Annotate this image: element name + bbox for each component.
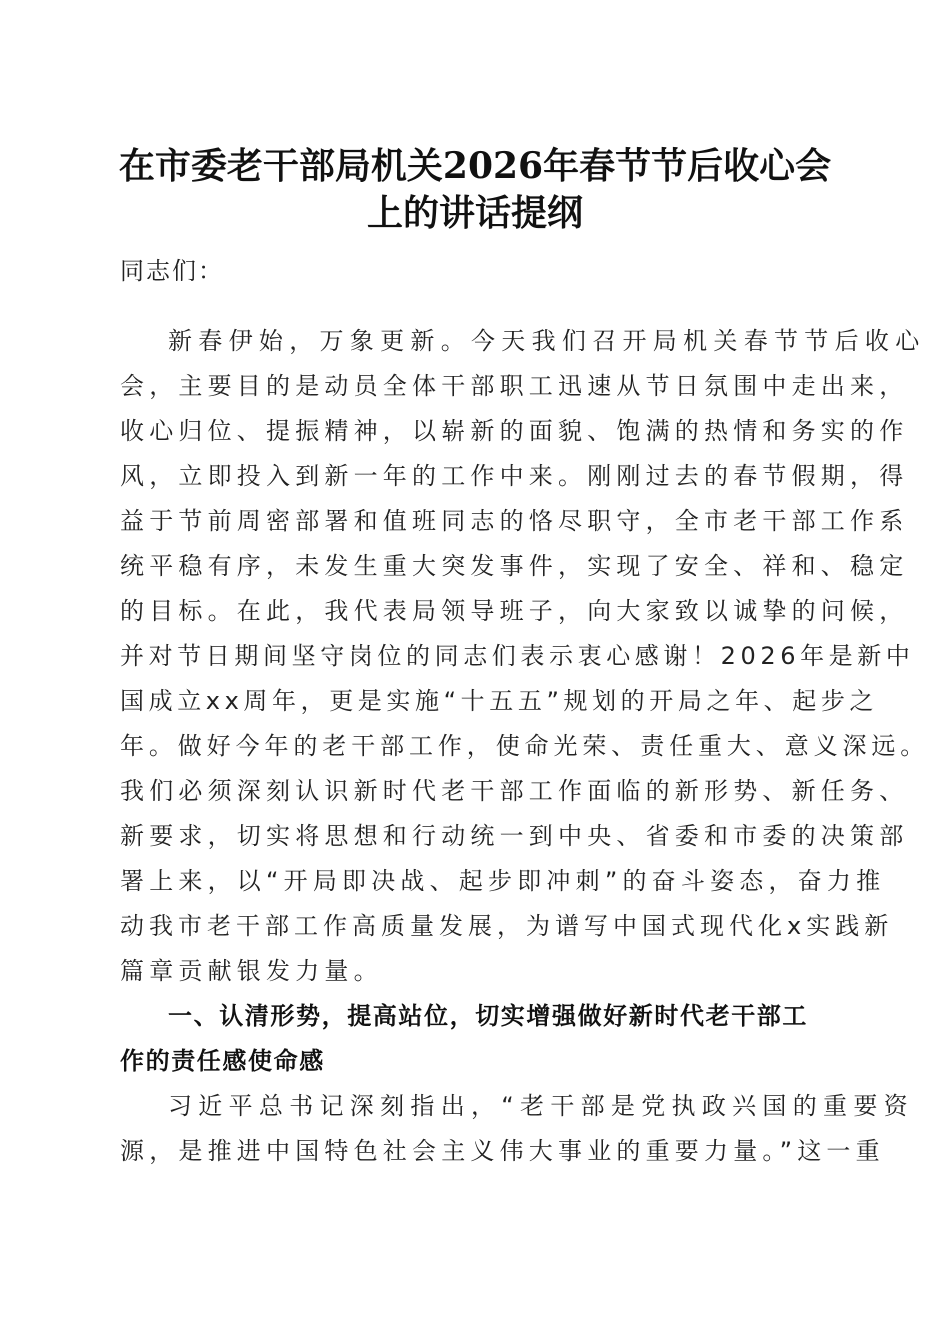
paragraph-line: 收心归位、提振精神，以崭新的面貌、饱满的热情和务实的作: [120, 417, 909, 445]
section-heading-line: 作的责任感使命感: [120, 1047, 325, 1075]
paragraph-line: 会，主要目的是动员全体干部职工迅速从节日氛围中走出来，: [120, 372, 909, 400]
document-title-line-1: 在市委老干部局机关2026年春节节后收心会: [118, 145, 832, 187]
paragraph-line: 国成立xx周年，更是实施“十五五”规划的开局之年、起步之: [120, 687, 879, 715]
paragraph-line: 新要求，切实将思想和行动统一到中央、省委和市委的决策部: [120, 822, 909, 850]
paragraph-line: 署上来，以“开局即决战、起步即冲刺”的奋斗姿态，奋力推: [120, 867, 886, 895]
paragraph-line: 统平稳有序，未发生重大突发事件，实现了安全、祥和、稳定: [120, 552, 909, 580]
section-heading-line: 一、认清形势，提高站位，切实增强做好新时代老干部工: [168, 1002, 808, 1030]
paragraph-line: 新春伊始，万象更新。今天我们召开局机关春节节后收心: [168, 327, 926, 355]
paragraph-line: 篇章贡献银发力量。: [120, 957, 383, 985]
document-title-line-2: 上的讲话提纲: [366, 192, 583, 234]
paragraph-line: 年。做好今年的老干部工作，使命光荣、责任重大、意义深远。: [120, 732, 930, 760]
paragraph-line: 的目标。在此，我代表局领导班子，向大家致以诚挚的问候，: [120, 597, 909, 625]
paragraph-line: 习近平总书记深刻指出，“老干部是党执政兴国的重要资: [168, 1092, 914, 1120]
paragraph-line: 源，是推进中国特色社会主义伟大事业的重要力量。”这一重: [120, 1137, 885, 1165]
paragraph-line: 风，立即投入到新一年的工作中来。刚刚过去的春节假期，得: [120, 462, 909, 490]
paragraph-line: 并对节日期间坚守岗位的同志们表示衷心感谢！2026年是新中: [120, 642, 915, 670]
paragraph-line: 动我市老干部工作高质量发展，为谱写中国式现代化x实践新: [120, 912, 894, 940]
salutation: 同志们：: [120, 257, 224, 285]
paragraph-line: 我们必须深刻认识新时代老干部工作面临的新形势、新任务、: [120, 777, 909, 805]
paragraph-line: 益于节前周密部署和值班同志的恪尽职守，全市老干部工作系: [120, 507, 909, 535]
